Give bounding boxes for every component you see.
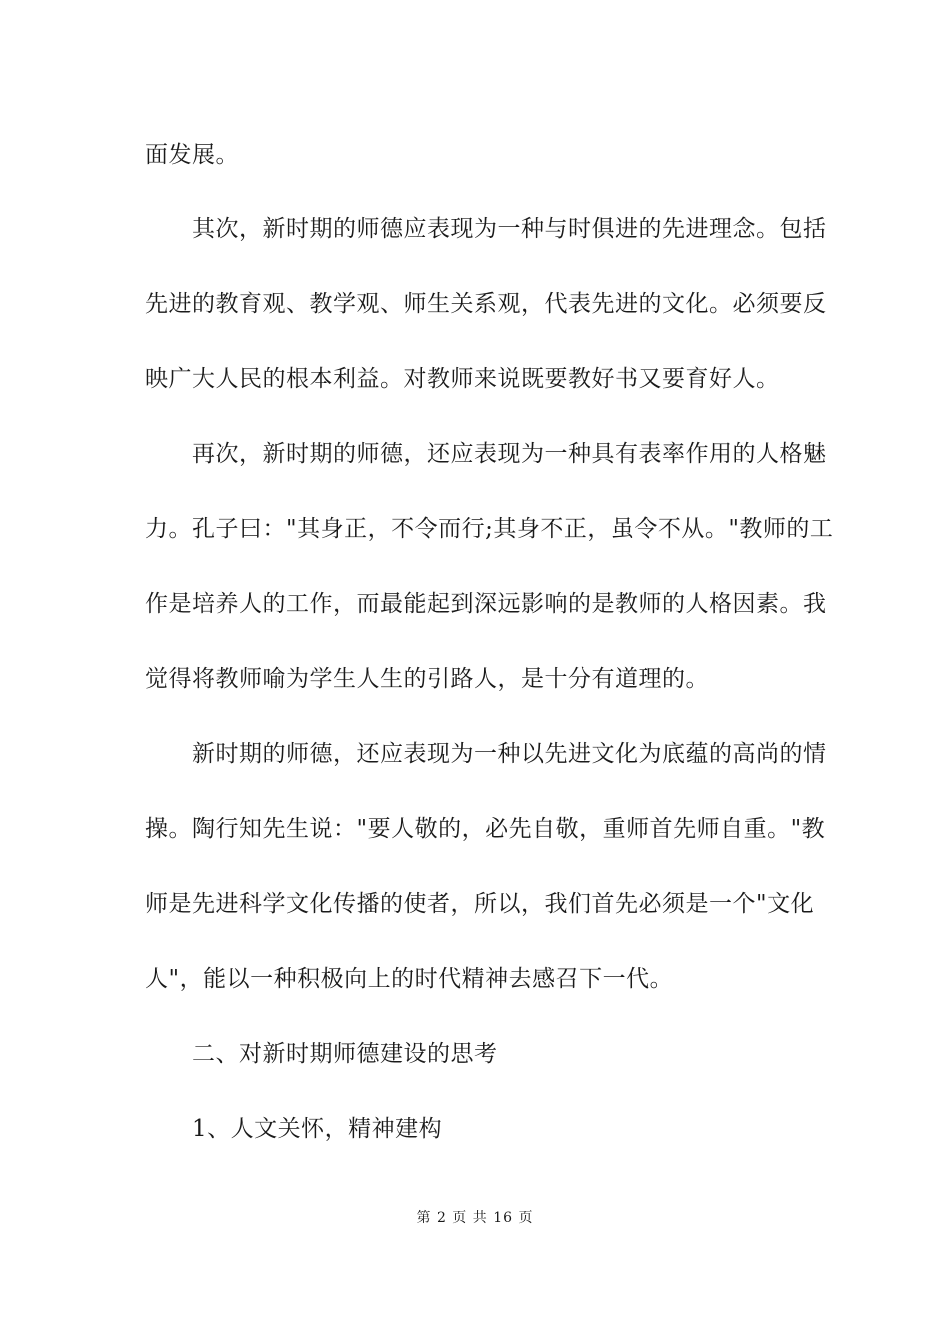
section-heading: 二、对新时期师德建设的思考 [192,1041,498,1067]
text-line: 觉得将教师喻为学生人生的引路人，是十分有道理的。 [145,666,709,692]
text-line: 作是培养人的工作，而最能起到深远影响的是教师的人格因素。我 [145,591,827,617]
text-line: 操。陶行知先生说："要人敬的，必先自敬，重师首先师自重。"教 [145,816,826,842]
text-line: 师是先进科学文化传播的使者，所以，我们首先必须是一个"文化 [145,891,815,917]
paragraph-first-line: 其次，新时期的师德应表现为一种与时俱进的先进理念。包括 [192,216,827,242]
page-number-footer: 第 2 页 共 16 页 [416,1210,534,1226]
paragraph-first-line: 新时期的师德，还应表现为一种以先进文化为底蕴的高尚的情 [192,741,827,767]
paragraph-first-line: 再次，新时期的师德，还应表现为一种具有表率作用的人格魅 [192,441,827,467]
text-line: 面发展。 [145,142,239,168]
text-line: 映广大人民的根本利益。对教师来说既要教好书又要育好人。 [145,366,780,392]
text-line: 力。孔子曰："其身正，不令而行;其身不正，虽令不从。"教师的工 [145,516,834,542]
subsection-heading: 1、人文关怀，精神建构 [192,1116,443,1142]
text-line: 人"，能以一种积极向上的时代精神去感召下一代。 [145,966,674,992]
text-line: 先进的教育观、教学观、师生关系观，代表先进的文化。必须要反 [145,291,827,317]
